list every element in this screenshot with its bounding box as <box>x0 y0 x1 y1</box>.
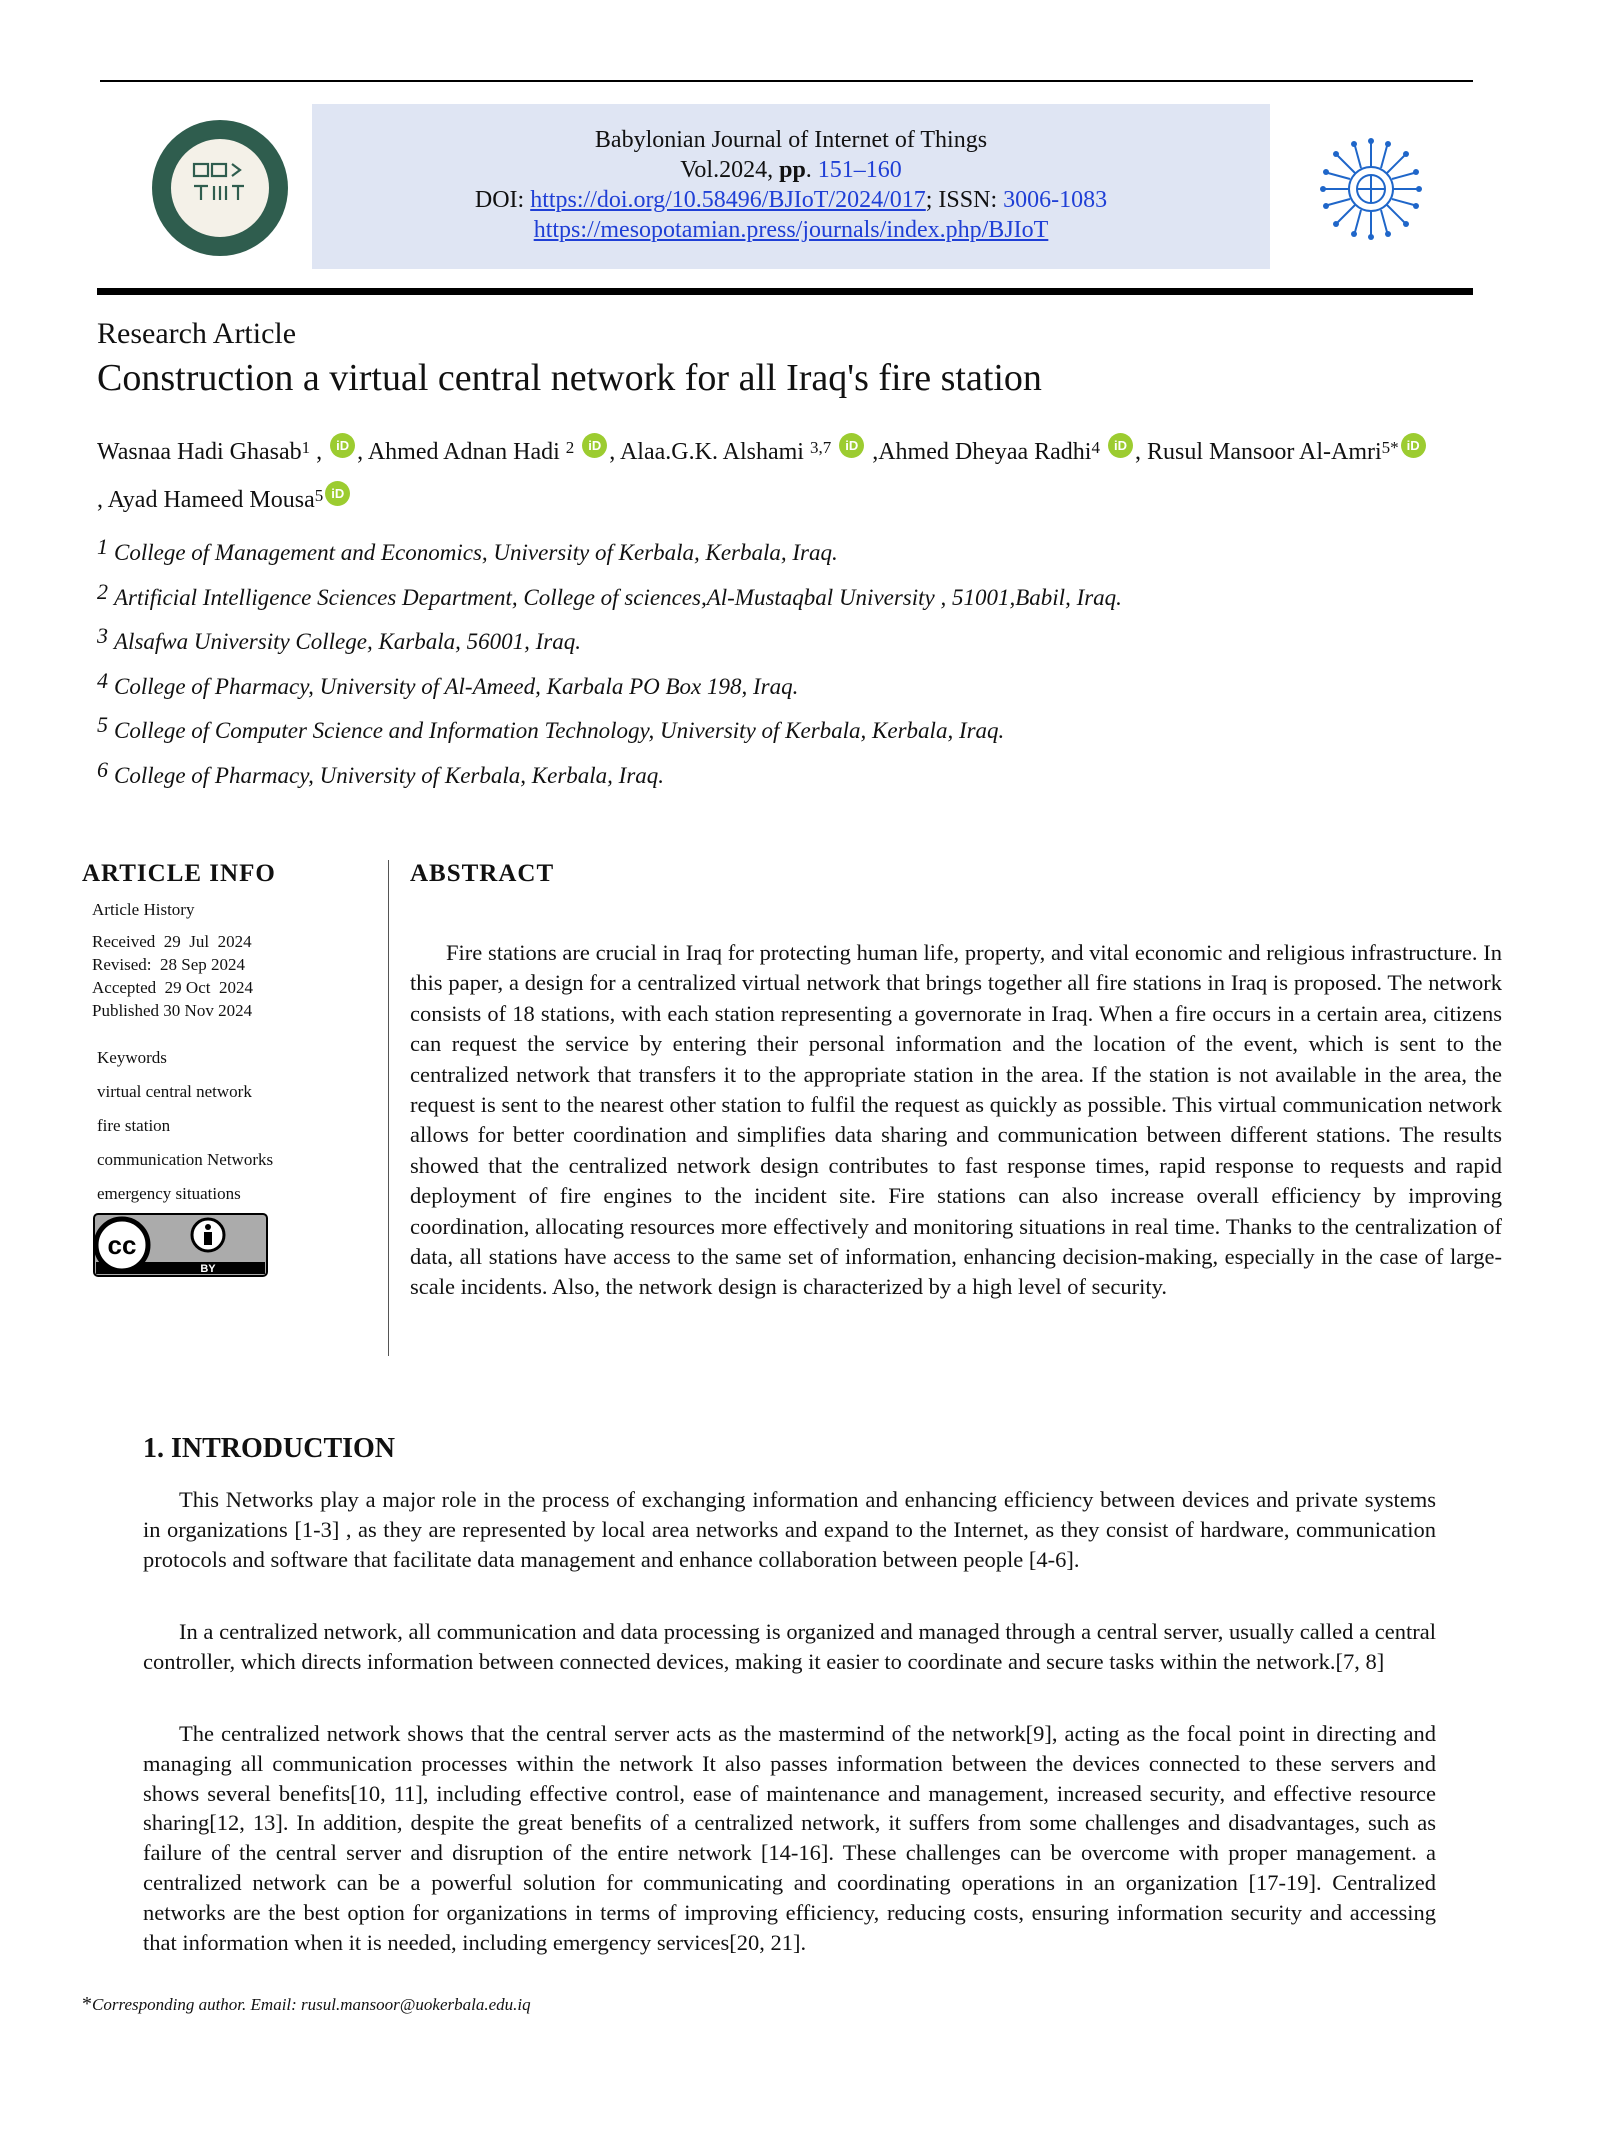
orcid-icon[interactable]: iD <box>330 433 355 458</box>
header-divider <box>97 288 1473 295</box>
received-date: Received 29 Jul 2024 <box>92 932 252 951</box>
orcid-icon[interactable]: iD <box>1401 433 1426 458</box>
affiliation-item: 3 Alsafwa University College, Karbala, 56001, Iraq. <box>97 623 582 654</box>
author-name: , Rusul Mansoor Al-Amri <box>1134 439 1382 465</box>
author-list: Wasnaa Hadi Ghasab$^1$ , iD , Ahmed Adnan Hadi $^2$ iD , Alaa.G.K. Alshami $^{3,7}$ iD ,Ahmed Dheyaa Radhi$^4$ iD , Rusul Mansoor Al-Amri$^{5*}$ iD , Ayad Hameed Mousa$^5$ iD <box>97 428 1517 524</box>
intro-paragraph: This Networks play a major role in the process of exchanging information and enhancing efficiency between devices and private systems in organizations [1-3] , as they are represented by local area networks and expand to the Internet, as they consist of hardware, communication protocols and software that facilitate data management and enhance collaboration between people [4-6]. <box>143 1487 1436 1572</box>
author-sup: 2 <box>565 438 575 457</box>
intro-paragraph: The centralized network shows that the central server acts as the mastermind of the network[9], acting as the focal point in directing and managing all communication processes within the network It also passes information between the devices connected to these servers and shows several benefits[10, 11], including effective control, ease of maintenance and management, increased security, and effective resource sharing[12, 13]. In addition, despite the great benefits of a centralized network, it suffers from some challenges and disadvantages, such as failure of the central server and disruption of the entire network [14-16]. These challenges can be overcome with proper management. a centralized network can be a powerful solution for communicating and coordinating operations in an organization [17-19]. Centralized networks are the best option for organizations in terms of improving efficiency, reducing costs, ensuring information security and accessing that information when it is needed, including emergency services[20, 21]. <box>143 1721 1436 1955</box>
orcid-icon[interactable]: iD <box>1108 433 1133 458</box>
affiliation-item: 5 College of Computer Science and Information Technology, University of Kerbala, Kerbala, Iraq. <box>97 712 1005 743</box>
journal-name: Babylonian Journal of Internet of Things <box>594 127 988 153</box>
journal-emblem-logo <box>1297 115 1445 263</box>
revised-date: Revised: 28 Sep 2024 <box>92 955 245 974</box>
affiliation-item: 1 College of Management and Economics, University of Kerbala, Kerbala, Iraq. <box>97 534 838 565</box>
orcid-icon[interactable]: iD <box>582 433 607 458</box>
orcid-icon[interactable]: iD <box>325 481 350 506</box>
corresponding-author-footnote: *Corresponding author. Email: rusul.mansoor@uokerbala.edu.iq <box>82 1993 531 2015</box>
issn-value: 3006-1083 <box>1003 187 1108 213</box>
svg-text:BY: BY <box>200 1263 216 1275</box>
svg-text:cc: cc <box>107 1230 137 1260</box>
affiliation-item: 6 College of Pharmacy, University of Kerbala, Kerbala, Iraq. <box>97 756 665 788</box>
keyword-item: fire station <box>97 1116 171 1135</box>
article-dates <box>92 930 253 1022</box>
affiliation-item: 2 Artificial Intelligence Sciences Department, College of sciences,Al-Mustaqbal University , 51001,Babil, Iraq. <box>97 578 1122 610</box>
keywords-label: Keywords <box>97 1048 167 1067</box>
introduction-heading: 1. INTRODUCTION <box>143 1433 396 1464</box>
top-rule <box>100 80 1473 82</box>
page-range: 151–160 <box>817 157 902 183</box>
doi-link[interactable]: https://doi.org/10.58496/BJIoT/2024/017 <box>530 187 926 213</box>
author-sup: 5 <box>314 486 324 505</box>
article-type: Research Article <box>97 317 297 350</box>
keyword-item: virtual central network <box>97 1082 252 1101</box>
author-name: Wasnaa Hadi Ghasab <box>97 439 302 465</box>
author-sup: 5* <box>1381 438 1399 457</box>
abstract-text: Fire stations are crucial in Iraq for protecting human life, property, and vital economic and religious infrastructure. In this paper, a design for a centralized virtual network that brings together all fire stations in Iraq is proposed. The network consists of 18 stations, with each station representing a governorate in Iraq. When a fire occurs in a certain area, citizens can request the service by entering their personal information and the location of the event, which is sent to the centralized network that transfers it to the appropriate station in the area. If the station is not available in the area, the request is sent to the nearest other station to fulfil the request as quickly as possible. This virtual communication network allows for better coordination and simplifies data sharing and communication between different stations. The results showed that the centralized network design contributes to fast response times, rapid response to requests and rapid deployment of fire engines to the incident site. Fire stations can also increase overall efficiency by improving coordination, allocating resources more effectively and monitoring situations in real time. Thanks to the centralization of data, all stations have access to the same set of information, enhancing decision-making, especially in the case of large-scale incidents. Also, the network design is characterized by a high level of security. <box>410 940 1502 1300</box>
author-sup: 3,7 <box>809 438 832 457</box>
journal-url-link[interactable]: https://mesopotamian.press/journals/index.php/BJIoT <box>533 217 1049 243</box>
article-title: Construction a virtual central network for all Iraq's fire station <box>97 357 1042 399</box>
affiliation-item: 4 College of Pharmacy, University of Al-Ameed, Karbala PO Box 198, Iraq. <box>97 667 799 699</box>
doi-line: DOI: https://doi.org/10.58496/BJIoT/2024/017; ISSN: 3006-1083 <box>474 187 1108 213</box>
author-sup: 1 <box>301 438 311 457</box>
keyword-item: emergency situations <box>97 1184 241 1203</box>
orcid-icon[interactable]: iD <box>839 433 864 458</box>
keyword-item: communication Networks <box>97 1150 274 1169</box>
author-name: , Alaa.G.K. Alshami <box>609 439 810 465</box>
cc-by-license-icon[interactable] <box>93 1213 268 1277</box>
journal-header-box <box>312 104 1270 269</box>
abstract-heading: ABSTRACT <box>410 860 555 887</box>
article-history-label: Article History <box>92 900 195 919</box>
intro-paragraph: In a centralized network, all communication and data processing is organized and managed through a central server, usually called a central controller, which directs information between connected devices, making it easier to coordinate and secure tasks within the network.[7, 8] <box>143 1619 1436 1674</box>
author-name: , Ayad Hameed Mousa <box>97 487 315 513</box>
author-name: , Ahmed Adnan Hadi <box>357 439 566 465</box>
author-sup: 4 <box>1091 438 1100 457</box>
volume-pages: Vol.2024, pp. 151–160 <box>680 157 902 183</box>
author-name: ,Ahmed Dheyaa Radhi <box>872 439 1092 465</box>
affiliation-list <box>97 534 1397 807</box>
published-date: Published 30 Nov 2024 <box>92 1001 253 1020</box>
accepted-date: Accepted 29 Oct 2024 <box>92 978 253 997</box>
mesopotamian-press-logo <box>150 118 290 258</box>
column-divider <box>388 860 389 1356</box>
article-info-heading: ARTICLE INFO <box>82 860 276 887</box>
